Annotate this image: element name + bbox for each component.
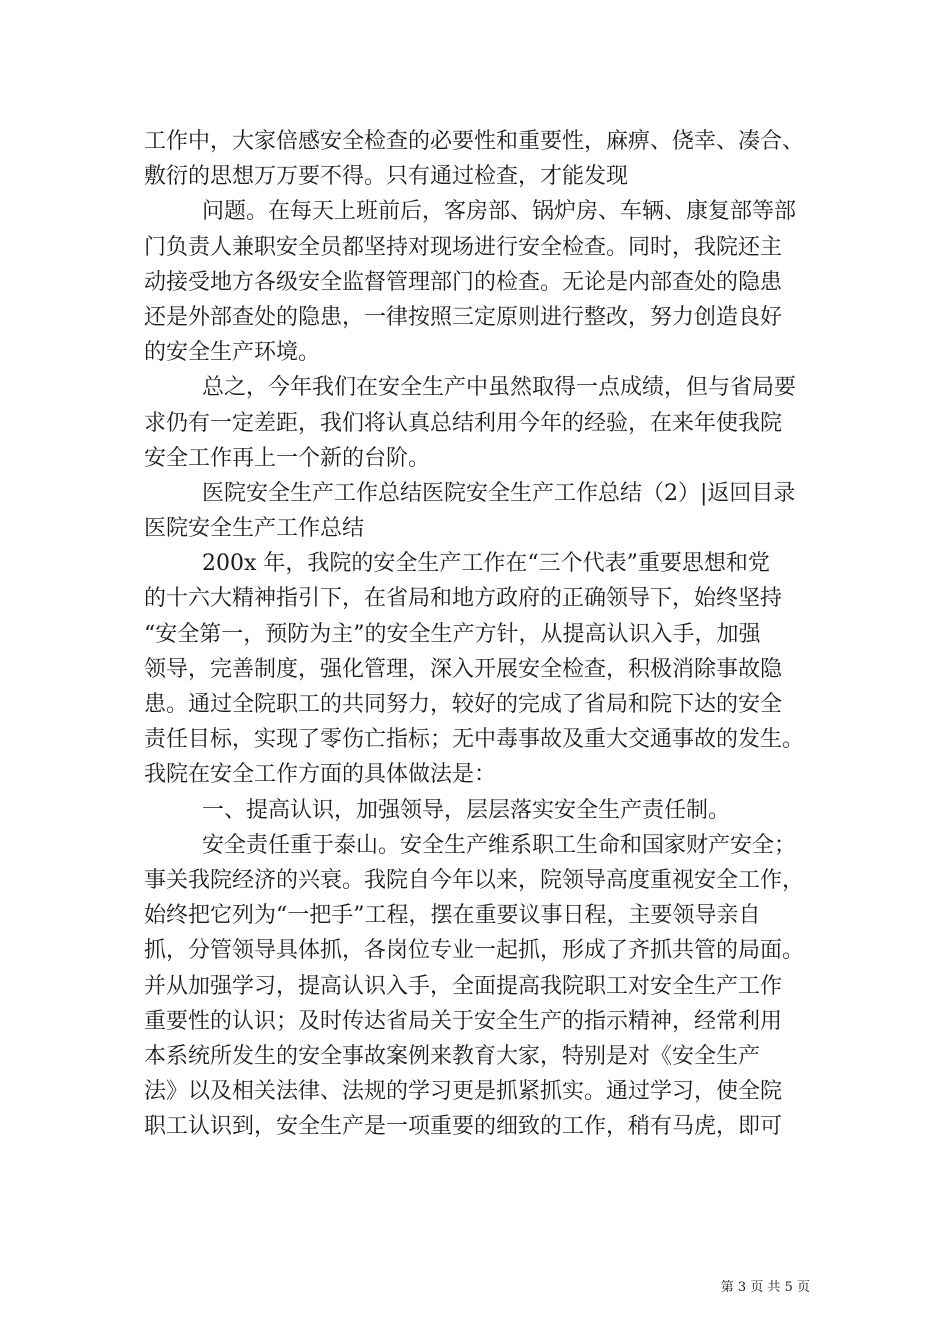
text-line: “安全第一，预防为主”的安全生产方针，从提高认识入手，加强 bbox=[144, 621, 761, 647]
text-line: 问题。在每天上班前后，客房部、锅炉房、车辆、康复部等部 bbox=[202, 199, 797, 225]
text-line: 抓，分管领导具体抓，各岗位专业一起抓，形成了齐抓共管的局面。 bbox=[144, 938, 805, 964]
text-line: 动接受地方各级安全监督管理部门的检查。无论是内部查处的隐患 bbox=[144, 269, 783, 295]
text-line: 领导，完善制度，强化管理，深入开展安全检查，积极消除事故隐 bbox=[144, 656, 783, 682]
text-line: 本系统所发生的安全事故案例来教育大家，特别是对《安全生产 bbox=[144, 1043, 761, 1069]
text-line: 事关我院经济的兴衰。我院自今年以来，院领导高度重视安全工作， bbox=[144, 867, 805, 893]
text-line: 我院在安全工作方面的具体做法是： bbox=[144, 762, 497, 788]
text-line: 法》以及相关法律、法规的学习更是抓紧抓实。通过学习，使全院 bbox=[144, 1079, 783, 1105]
text-line: 安全工作再上一个新的台阶。 bbox=[144, 445, 431, 471]
text-line: 始终把它列为“一把手”工程，摆在重要议事日程，主要领导亲自 bbox=[144, 903, 761, 929]
text-line: 患。通过全院职工的共同努力，较好的完成了省局和院下达的安全 bbox=[144, 692, 783, 717]
text-line: 的安全生产环境。 bbox=[144, 340, 321, 366]
text-line: 职工认识到，安全生产是一项重要的细致的工作，稍有马虎，即可 bbox=[144, 1114, 783, 1140]
text-line: 200x 年，我院的安全生产工作在“三个代表”重要思想和党 bbox=[202, 551, 770, 577]
text-line: 总之，今年我们在安全生产中虽然取得一点成绩，但与省局要 bbox=[202, 375, 797, 401]
text-line: 安全责任重于泰山。安全生产维系职工生命和国家财产安全； bbox=[202, 832, 797, 858]
text-line: 重要性的认识；及时传达省局关于安全生产的指示精神，经常利用 bbox=[144, 1008, 783, 1034]
text-line: 一、提高认识，加强领导，层层落实安全生产责任制。 bbox=[202, 797, 731, 823]
text-line: 的十六大精神指引下，在省局和地方政府的正确领导下，始终坚持 bbox=[144, 586, 783, 612]
text-line: 医院安全生产工作总结医院安全生产工作总结（2）|返回目录 bbox=[202, 480, 796, 506]
text-line: 求仍有一定差距，我们将认真总结利用今年的经验，在来年使我院 bbox=[144, 410, 783, 436]
text-line: 敷衍的思想万万要不得。只有通过检查，才能发现 bbox=[144, 164, 629, 190]
text-line: 还是外部查处的隐患，一律按照三定原则进行整改，努力创造良好 bbox=[144, 304, 783, 330]
text-line: 责任目标，实现了零伤亡指标；无中毒事故及重大交通事故的发生。 bbox=[144, 727, 805, 753]
text-line: 门负责人兼职安全员都坚持对现场进行安全检查。同时，我院还主 bbox=[144, 234, 783, 260]
document-body bbox=[144, 124, 824, 1144]
page-number: 第 3 页 共 5 页 bbox=[720, 1280, 810, 1295]
text-line: 并从加强学习，提高认识入手，全面提高我院职工对安全生产工作 bbox=[144, 973, 783, 999]
text-line: 医院安全生产工作总结 bbox=[144, 516, 365, 542]
text-line: 工作中，大家倍感安全检查的必要性和重要性，麻痹、侥幸、凑合、 bbox=[144, 129, 805, 154]
